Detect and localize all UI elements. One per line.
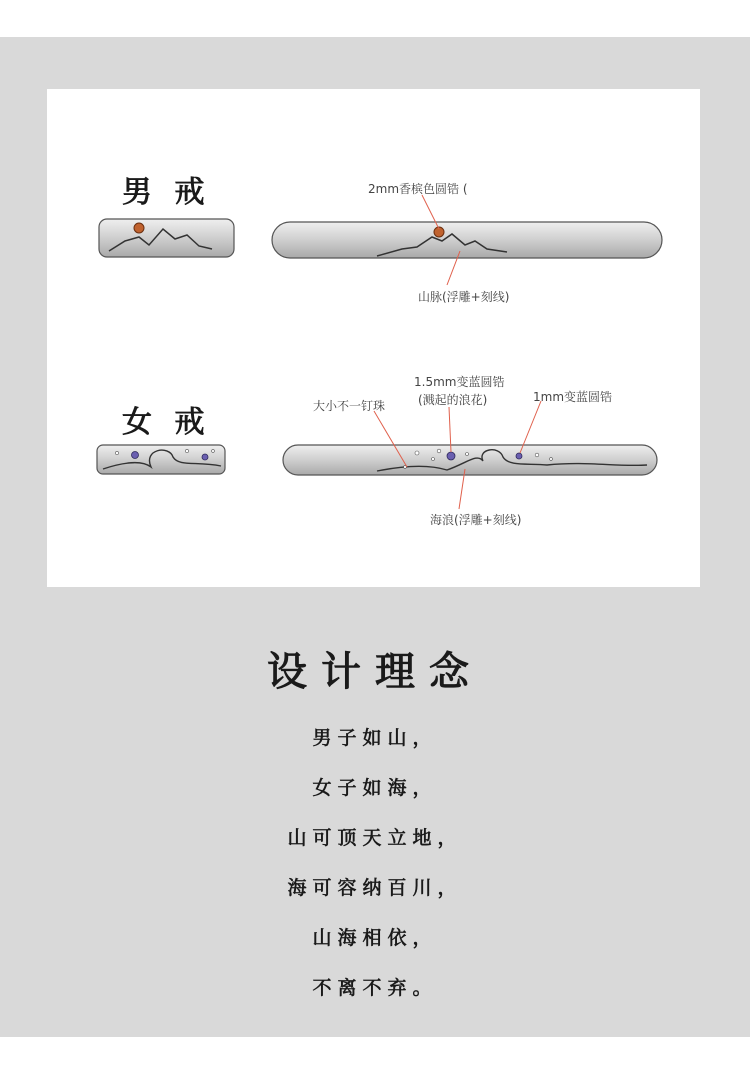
male-stone-label: 2mm香槟色圆锆 ( (368, 182, 468, 196)
female-15mm-label: 1.5mm变蓝圆锆 (414, 375, 505, 389)
male-ring-small (99, 219, 234, 257)
poem-line: 不离不弃。 (312, 977, 438, 999)
poem-line: 海可容纳百川， (287, 877, 463, 899)
design-concept-title: 设计理念 (267, 648, 483, 695)
female-ring-small (97, 445, 225, 474)
female-ring-title: 女 戒 (122, 405, 211, 440)
male-ring-large (272, 222, 662, 258)
male-ring-title: 男 戒 (122, 175, 211, 210)
female-pin-label: 大小不一钉珠 (313, 399, 386, 413)
concept-poem (0, 720, 750, 1020)
male-mountain-label: 山脉(浮雕+刻线) (418, 290, 510, 304)
poem-line: 男子如山， (312, 727, 438, 749)
ring-sketch-card (47, 89, 700, 587)
female-15mm-note: (溅起的浪花) (418, 393, 488, 407)
female-wave-label: 海浪(浮雕+刻线) (430, 513, 522, 527)
poem-line: 山可顶天立地， (287, 827, 463, 849)
ring-sketches (47, 89, 700, 587)
female-ring-large (283, 445, 657, 475)
poem-line: 山海相依， (312, 927, 438, 949)
female-1mm-label: 1mm变蓝圆锆 (533, 390, 613, 404)
poem-line: 女子如海， (312, 777, 438, 799)
